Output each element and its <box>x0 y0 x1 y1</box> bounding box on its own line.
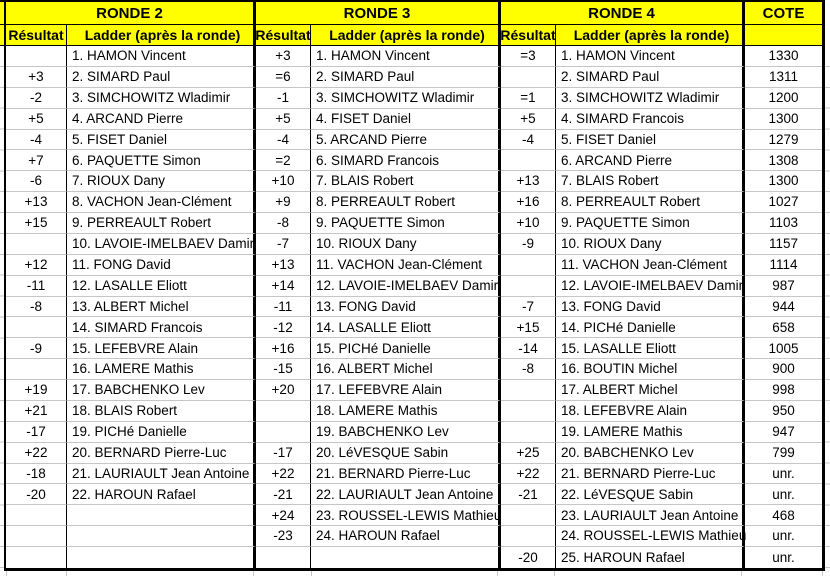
result-cell-r2-21[interactable]: -18 <box>6 464 67 485</box>
ladder-header-ronde2[interactable]: Ladder (après la ronde) <box>67 25 256 46</box>
result-cell-r2-11[interactable]: +12 <box>6 255 67 276</box>
player-cell-r4-12[interactable]: 12. LAVOIE-IMELBAEV Damir <box>556 276 745 297</box>
result-cell-r3-23[interactable]: +24 <box>256 505 311 526</box>
player-cell-r4-20[interactable]: 20. BABCHENKO Lev <box>556 443 745 464</box>
cote-cell-18[interactable]: 950 <box>745 401 822 422</box>
player-cell-r2-23[interactable] <box>67 505 256 526</box>
result-cell-r3-2[interactable]: =6 <box>256 67 311 88</box>
player-cell-r4-1[interactable]: 1. HAMON Vincent <box>556 46 745 67</box>
player-cell-r4-7[interactable]: 7. BLAIS Robert <box>556 171 745 192</box>
player-cell-r2-3[interactable]: 3. SIMCHOWITZ Wladimir <box>67 88 256 109</box>
player-cell-r2-18[interactable]: 18. BLAIS Robert <box>67 401 256 422</box>
result-cell-r3-7[interactable]: +10 <box>256 171 311 192</box>
player-cell-r4-8[interactable]: 8. PERREAULT Robert <box>556 192 745 213</box>
player-cell-r4-21[interactable]: 21. BERNARD Pierre-Luc <box>556 464 745 485</box>
result-cell-r3-18[interactable] <box>256 401 311 422</box>
player-cell-r2-20[interactable]: 20. BERNARD Pierre-Luc <box>67 443 256 464</box>
result-cell-r4-13[interactable]: -7 <box>501 297 556 318</box>
result-cell-r3-22[interactable]: -21 <box>256 484 311 505</box>
player-cell-r2-16[interactable]: 16. LAMERE Mathis <box>67 359 256 380</box>
player-cell-r4-14[interactable]: 14. PICHé Danielle <box>556 317 745 338</box>
result-cell-r2-4[interactable]: +5 <box>6 109 67 130</box>
cote-cell-8[interactable]: 1027 <box>745 192 822 213</box>
bottom-gridline-segment <box>554 571 555 576</box>
player-cell-r4-24[interactable]: 24. ROUSSEL-LEWIS Mathieu <box>556 526 745 547</box>
result-cell-r4-9[interactable]: +10 <box>501 213 556 234</box>
cote-cell-19[interactable]: 947 <box>745 422 822 443</box>
cote-cell-13[interactable]: 944 <box>745 297 822 318</box>
player-cell-r4-4[interactable]: 4. SIMARD Francois <box>556 109 745 130</box>
result-cell-r4-25[interactable]: -20 <box>501 547 556 568</box>
player-cell-r3-7[interactable]: 7. BLAIS Robert <box>311 171 501 192</box>
result-cell-r4-22[interactable]: -21 <box>501 484 556 505</box>
result-cell-r2-7[interactable]: -6 <box>6 171 67 192</box>
player-cell-r4-2[interactable]: 2. SIMARD Paul <box>556 67 745 88</box>
cote-header-blank-cell[interactable] <box>745 25 822 46</box>
result-cell-r3-15[interactable]: +16 <box>256 338 311 359</box>
result-cell-r2-15[interactable]: -9 <box>6 338 67 359</box>
player-cell-r2-19[interactable]: 19. PICHé Danielle <box>67 422 256 443</box>
result-cell-r3-9[interactable]: -8 <box>256 213 311 234</box>
player-cell-r3-1[interactable]: 1. HAMON Vincent <box>311 46 501 67</box>
player-cell-r3-4[interactable]: 4. FISET Daniel <box>311 109 501 130</box>
cote-cell-22[interactable]: unr. <box>745 484 822 505</box>
result-cell-r2-10[interactable] <box>6 234 67 255</box>
player-cell-r3-3[interactable]: 3. SIMCHOWITZ Wladimir <box>311 88 501 109</box>
player-cell-r3-18[interactable]: 18. LAMERE Mathis <box>311 401 501 422</box>
bottom-gridline-segment <box>741 571 742 576</box>
player-cell-r4-6[interactable]: 6. ARCAND Pierre <box>556 150 745 171</box>
cote-cell-15[interactable]: 1005 <box>745 338 822 359</box>
cote-cell-14[interactable]: 658 <box>745 317 822 338</box>
result-cell-r3-17[interactable]: +20 <box>256 380 311 401</box>
player-cell-r2-7[interactable]: 7. RIOUX Dany <box>67 171 256 192</box>
player-cell-r4-3[interactable]: 3. SIMCHOWITZ Wladimir <box>556 88 745 109</box>
player-cell-r3-24[interactable]: 24. HAROUN Rafael <box>311 526 501 547</box>
result-cell-r2-23[interactable] <box>6 505 67 526</box>
player-cell-r3-8[interactable]: 8. PERREAULT Robert <box>311 192 501 213</box>
player-cell-r3-17[interactable]: 17. LEFEBVRE Alain <box>311 380 501 401</box>
result-cell-r3-12[interactable]: +14 <box>256 276 311 297</box>
player-cell-r4-13[interactable]: 13. FONG David <box>556 297 745 318</box>
result-cell-r4-16[interactable]: -8 <box>501 359 556 380</box>
result-cell-r2-19[interactable]: -17 <box>6 422 67 443</box>
player-cell-r2-15[interactable]: 15. LEFEBVRE Alain <box>67 338 256 359</box>
player-cell-r4-10[interactable]: 10. RIOUX Dany <box>556 234 745 255</box>
result-cell-r4-3[interactable]: =1 <box>501 88 556 109</box>
player-cell-r4-18[interactable]: 18. LEFEBVRE Alain <box>556 401 745 422</box>
bottom-gridline-segment <box>253 571 254 576</box>
result-cell-r2-14[interactable] <box>6 317 67 338</box>
cote-cell-3[interactable]: 1200 <box>745 88 822 109</box>
result-cell-r2-18[interactable]: +21 <box>6 401 67 422</box>
player-cell-r3-2[interactable]: 2. SIMARD Paul <box>311 67 501 88</box>
result-cell-r3-25[interactable] <box>256 547 311 568</box>
player-cell-r4-25[interactable]: 25. HAROUN Rafael <box>556 547 745 568</box>
player-cell-r4-22[interactable]: 22. LéVESQUE Sabin <box>556 484 745 505</box>
result-cell-r2-25[interactable] <box>6 547 67 568</box>
player-cell-r3-22[interactable]: 22. LAURIAULT Jean Antoine <box>311 484 501 505</box>
player-cell-r2-8[interactable]: 8. VACHON Jean-Clément <box>67 192 256 213</box>
result-cell-r4-19[interactable] <box>501 422 556 443</box>
cote-cell-21[interactable]: unr. <box>745 464 822 485</box>
cote-cell-4[interactable]: 1300 <box>745 109 822 130</box>
result-cell-r4-7[interactable]: +13 <box>501 171 556 192</box>
ladder-table <box>4 2 825 571</box>
player-cell-r2-21[interactable]: 21. LAURIAULT Jean Antoine <box>67 464 256 485</box>
result-cell-r4-17[interactable] <box>501 380 556 401</box>
result-cell-r4-21[interactable]: +22 <box>501 464 556 485</box>
bottom-gridline-segment <box>497 571 498 576</box>
player-cell-r4-15[interactable]: 15. LASALLE Eliott <box>556 338 745 359</box>
player-cell-r4-16[interactable]: 16. BOUTIN Michel <box>556 359 745 380</box>
result-header-ronde3[interactable]: Résultat <box>256 25 311 46</box>
player-cell-r2-22[interactable]: 22. HAROUN Rafael <box>67 484 256 505</box>
player-cell-r4-17[interactable]: 17. ALBERT Michel <box>556 380 745 401</box>
right-edge-gridlines <box>825 46 830 568</box>
player-cell-r4-23[interactable]: 23. LAURIAULT Jean Antoine <box>556 505 745 526</box>
result-cell-r3-5[interactable]: -4 <box>256 130 311 151</box>
ronde3-title[interactable]: RONDE 3 <box>256 2 501 25</box>
player-cell-r2-13[interactable]: 13. ALBERT Michel <box>67 297 256 318</box>
result-cell-r2-17[interactable]: +19 <box>6 380 67 401</box>
player-cell-r3-13[interactable]: 13. FONG David <box>311 297 501 318</box>
ladder-header-ronde3[interactable]: Ladder (après la ronde) <box>311 25 501 46</box>
result-cell-r3-4[interactable]: +5 <box>256 109 311 130</box>
ladder-header-ronde4[interactable]: Ladder (après la ronde) <box>556 25 745 46</box>
result-cell-r3-14[interactable]: -12 <box>256 317 311 338</box>
player-cell-r4-9[interactable]: 9. PAQUETTE Simon <box>556 213 745 234</box>
ronde4-title[interactable]: RONDE 4 <box>501 2 745 25</box>
player-cell-r3-25[interactable] <box>311 547 501 568</box>
result-cell-r4-5[interactable]: -4 <box>501 130 556 151</box>
cote-cell-6[interactable]: 1308 <box>745 150 822 171</box>
player-cell-r3-6[interactable]: 6. SIMARD Francois <box>311 150 501 171</box>
cote-cell-23[interactable]: 468 <box>745 505 822 526</box>
player-cell-r3-9[interactable]: 9. PAQUETTE Simon <box>311 213 501 234</box>
player-cell-r2-25[interactable] <box>67 547 256 568</box>
cote-cell-24[interactable]: unr. <box>745 526 822 547</box>
player-cell-r2-4[interactable]: 4. ARCAND Pierre <box>67 109 256 130</box>
cote-cell-20[interactable]: 799 <box>745 443 822 464</box>
bottom-gridline-segment <box>6 571 7 576</box>
cote-cell-10[interactable]: 1157 <box>745 234 822 255</box>
cote-cell-16[interactable]: 900 <box>745 359 822 380</box>
result-cell-r4-4[interactable]: +5 <box>501 109 556 130</box>
result-cell-r2-2[interactable]: +3 <box>6 67 67 88</box>
cote-cell-2[interactable]: 1311 <box>745 67 822 88</box>
player-cell-r3-16[interactable]: 16. ALBERT Michel <box>311 359 501 380</box>
player-cell-r3-12[interactable]: 12. LAVOIE-IMELBAEV Damir <box>311 276 501 297</box>
result-cell-r2-6[interactable]: +7 <box>6 150 67 171</box>
cote-cell-17[interactable]: 998 <box>745 380 822 401</box>
result-cell-r2-22[interactable]: -20 <box>6 484 67 505</box>
result-cell-r3-3[interactable]: -1 <box>256 88 311 109</box>
result-header-ronde2[interactable]: Résultat <box>6 25 67 46</box>
cote-cell-25[interactable]: unr. <box>772 549 795 565</box>
result-cell-r3-11[interactable]: +13 <box>256 255 311 276</box>
player-cell-r3-20[interactable]: 20. LéVESQUE Sabin <box>311 443 501 464</box>
player-cell-r2-9[interactable]: 9. PERREAULT Robert <box>67 213 256 234</box>
bottom-gridline-segment <box>311 571 312 576</box>
result-cell-r3-1[interactable]: +3 <box>256 46 311 67</box>
result-cell-r3-19[interactable] <box>256 422 311 443</box>
bottom-gridline-segment <box>822 571 823 576</box>
result-cell-r2-5[interactable]: -4 <box>6 130 67 151</box>
result-cell-r4-20[interactable]: +25 <box>501 443 556 464</box>
player-cell-r4-11[interactable]: 11. VACHON Jean-Clément <box>556 255 745 276</box>
result-cell-r2-24[interactable] <box>6 526 67 547</box>
ladder-grid <box>6 2 822 568</box>
result-cell-r2-20[interactable]: +22 <box>6 443 67 464</box>
result-cell-r2-12[interactable]: -11 <box>6 276 67 297</box>
result-cell-r4-23[interactable] <box>501 505 556 526</box>
player-cell-r2-12[interactable]: 12. LASALLE Eliott <box>67 276 256 297</box>
result-cell-r4-2[interactable] <box>501 67 556 88</box>
result-cell-r4-10[interactable]: -9 <box>501 234 556 255</box>
result-cell-r3-21[interactable]: +22 <box>256 464 311 485</box>
cote-cell-12[interactable]: 987 <box>745 276 822 297</box>
result-cell-r4-6[interactable] <box>501 150 556 171</box>
result-cell-r4-12[interactable] <box>501 276 556 297</box>
result-cell-r3-24[interactable]: -23 <box>256 526 311 547</box>
result-cell-r2-8[interactable]: +13 <box>6 192 67 213</box>
result-cell-r4-18[interactable] <box>501 401 556 422</box>
result-cell-r4-1[interactable]: =3 <box>501 46 556 67</box>
cote-cell-9[interactable]: 1103 <box>745 213 822 234</box>
result-cell-r2-16[interactable] <box>6 359 67 380</box>
result-cell-r3-20[interactable]: -17 <box>256 443 311 464</box>
bottom-gridline-segment <box>66 571 67 576</box>
player-cell-r2-1[interactable]: 1. HAMON Vincent <box>67 46 256 67</box>
player-cell-r4-5[interactable]: 5. FISET Daniel <box>556 130 745 151</box>
result-cell-r4-15[interactable]: -14 <box>501 338 556 359</box>
cote-cell-11[interactable]: 1114 <box>745 255 822 276</box>
result-cell-r4-8[interactable]: +16 <box>501 192 556 213</box>
player-cell-r2-14[interactable]: 14. SIMARD Francois <box>67 317 256 338</box>
player-cell-r3-19[interactable]: 19. BABCHENKO Lev <box>311 422 501 443</box>
player-cell-r2-11[interactable]: 11. FONG David <box>67 255 256 276</box>
player-cell-r3-11[interactable]: 11. VACHON Jean-Clément <box>311 255 501 276</box>
player-cell-r3-21[interactable]: 21. BERNARD Pierre-Luc <box>311 464 501 485</box>
cote-cell-5[interactable]: 1279 <box>745 130 822 151</box>
cote-title[interactable]: COTE <box>745 2 822 25</box>
result-cell-r3-8[interactable]: +9 <box>256 192 311 213</box>
player-cell-r2-10[interactable]: 10. LAVOIE-IMELBAEV Damir <box>67 234 256 255</box>
result-cell-r3-6[interactable]: =2 <box>256 150 311 171</box>
result-cell-r4-24[interactable] <box>501 526 556 547</box>
result-cell-r3-10[interactable]: -7 <box>256 234 311 255</box>
cote-cell-1[interactable]: 1330 <box>745 46 822 67</box>
result-cell-r2-3[interactable]: -2 <box>6 88 67 109</box>
player-cell-r2-6[interactable]: 6. PAQUETTE Simon <box>67 150 256 171</box>
player-cell-r3-23[interactable]: 23. ROUSSEL-LEWIS Mathieu <box>311 505 501 526</box>
result-cell-r2-9[interactable]: +15 <box>6 213 67 234</box>
player-cell-r3-15[interactable]: 15. PICHé Danielle <box>311 338 501 359</box>
player-cell-r2-5[interactable]: 5. FISET Daniel <box>67 130 256 151</box>
result-cell-r3-13[interactable]: -11 <box>256 297 311 318</box>
player-cell-r2-2[interactable]: 2. SIMARD Paul <box>67 67 256 88</box>
player-cell-r2-24[interactable] <box>67 526 256 547</box>
player-cell-r3-10[interactable]: 10. RIOUX Dany <box>311 234 501 255</box>
result-cell-r4-14[interactable]: +15 <box>501 317 556 338</box>
result-cell-r3-16[interactable]: -15 <box>256 359 311 380</box>
result-cell-r2-1[interactable] <box>6 46 67 67</box>
result-header-ronde4[interactable]: Résultat <box>501 25 556 46</box>
result-cell-r4-11[interactable] <box>501 255 556 276</box>
ronde2-title[interactable]: RONDE 2 <box>6 2 256 25</box>
player-cell-r3-5[interactable]: 5. ARCAND Pierre <box>311 130 501 151</box>
player-cell-r4-19[interactable]: 19. LAMERE Mathis <box>556 422 745 443</box>
player-cell-r3-14[interactable]: 14. LASALLE Eliott <box>311 317 501 338</box>
cote-cell-7[interactable]: 1300 <box>745 171 822 192</box>
player-cell-r2-17[interactable]: 17. BABCHENKO Lev <box>67 380 256 401</box>
result-cell-r2-13[interactable]: -8 <box>6 297 67 318</box>
